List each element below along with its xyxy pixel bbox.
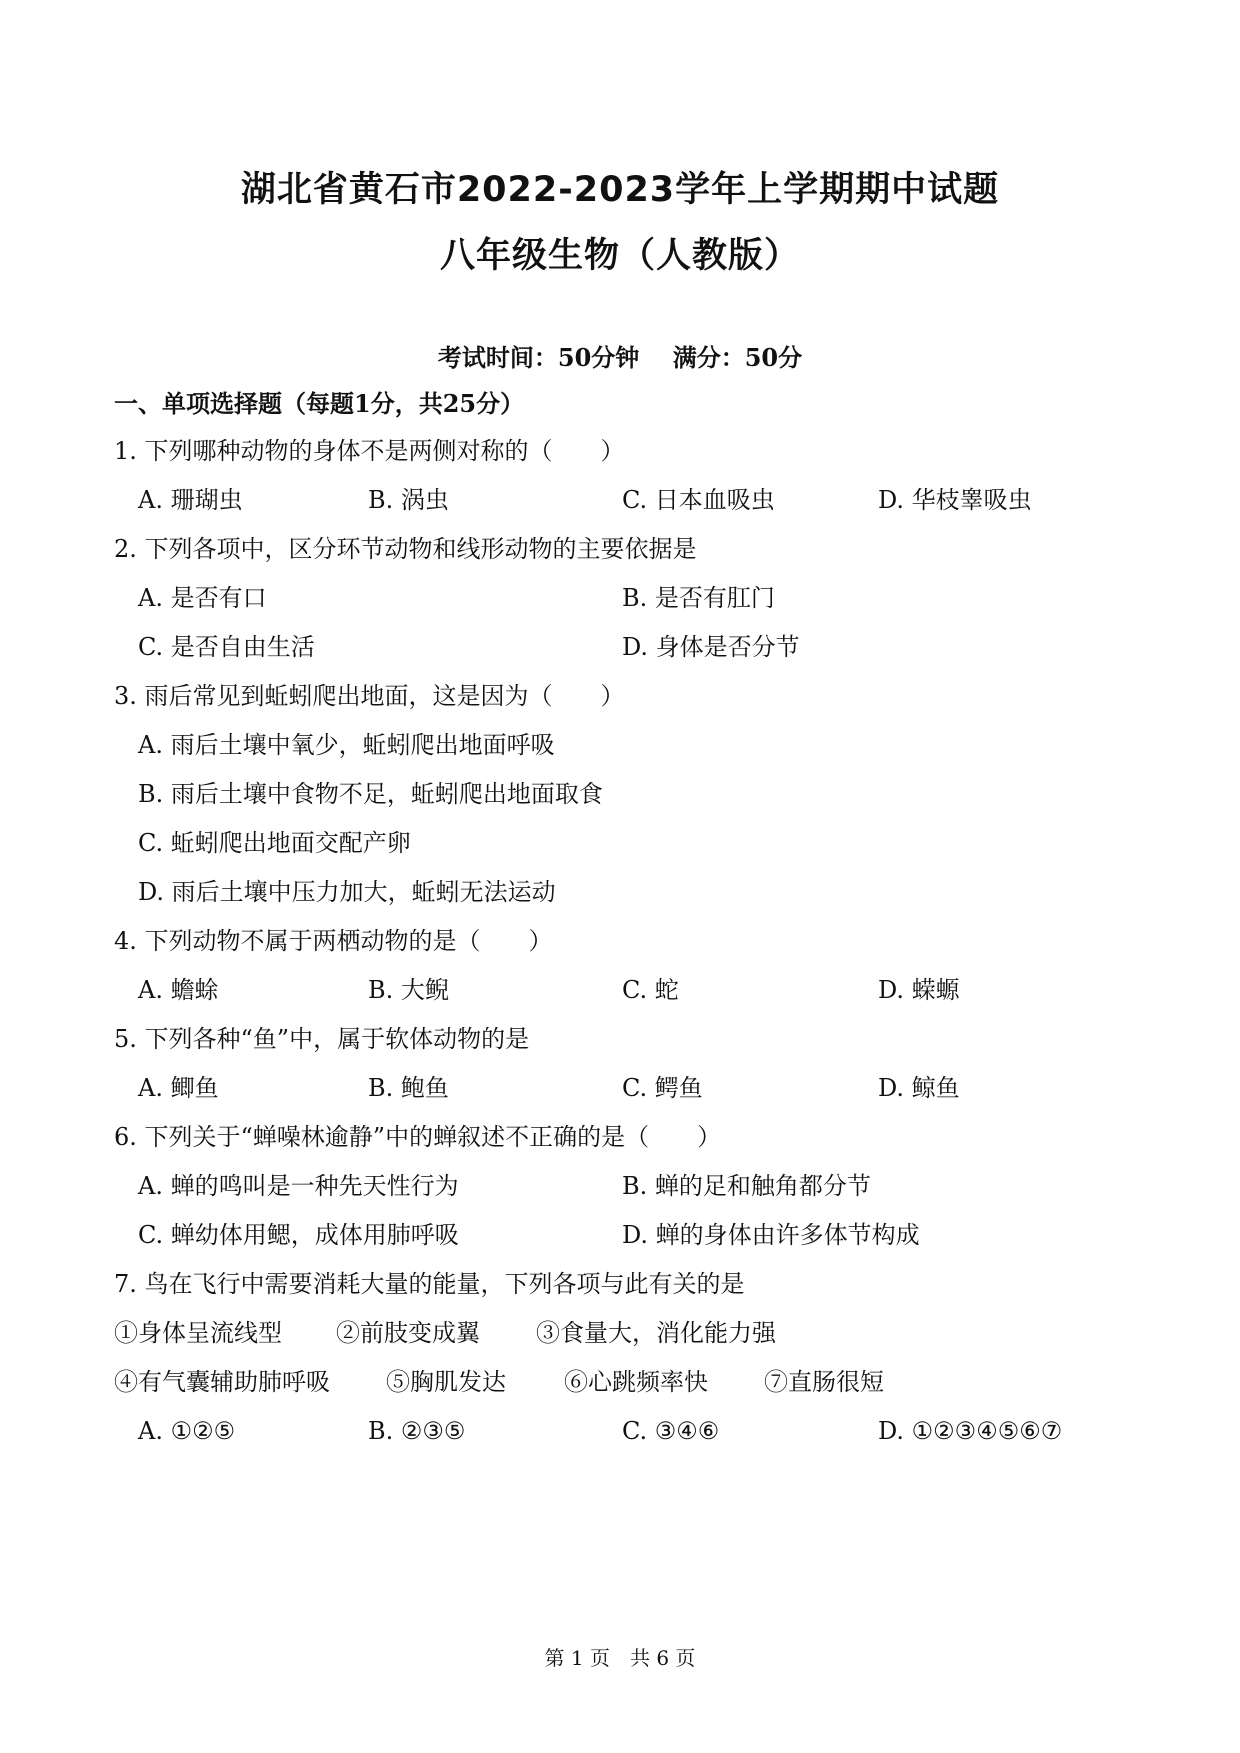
question-7-item-7: ⑦直肠很短 [764, 1368, 884, 1396]
exam-subtitle: 八年级生物（人教版） [439, 236, 800, 276]
exam-info: 考试时间：50分钟 满分：50分 [437, 343, 803, 372]
question-4-stem: 4. 下列动物不属于两栖动物的是（ ） [114, 927, 553, 955]
question-2-stem: 2. 下列各项中，区分环节动物和线形动物的主要依据是 [114, 535, 697, 563]
question-6-option-b: B. 蝉的足和触角都分节 [622, 1172, 871, 1200]
question-3-option-a: A. 雨后土壤中氧少，蚯蚓爬出地面呼吸 [138, 731, 555, 759]
question-1-option-a: A. 珊瑚虫 [138, 486, 243, 514]
question-5-option-a: A. 鲫鱼 [138, 1074, 219, 1102]
question-3-option-b: B. 雨后土壤中食物不足，蚯蚓爬出地面取食 [138, 780, 603, 808]
question-7-item-1: ①身体呈流线型 [114, 1319, 282, 1347]
question-4-option-b: B. 大鲵 [368, 976, 449, 1004]
question-5-option-d: D. 鲸鱼 [878, 1074, 960, 1102]
question-5-stem: 5. 下列各种“鱼”中，属于软体动物的是 [114, 1025, 530, 1053]
question-7-option-c: C. ③④⑥ [622, 1417, 720, 1445]
question-7-item-2: ②前肢变成翼 [336, 1319, 480, 1347]
question-6-option-c: C. 蝉幼体用鳃，成体用肺呼吸 [138, 1221, 459, 1249]
question-1-option-d: D. 华枝睾吸虫 [878, 486, 1032, 514]
question-7-item-4: ④有气囊辅助肺呼吸 [114, 1368, 330, 1396]
exam-title: 湖北省黄石市2022-2023学年上学期期中试题 [240, 170, 1000, 210]
question-2-option-d: D. 身体是否分节 [622, 633, 800, 661]
page-footer: 第 1 页 共 6 页 [544, 1646, 696, 1670]
section-title: 一、单项选择题（每题1分，共25分） [114, 389, 525, 418]
question-4-option-c: C. 蛇 [622, 976, 679, 1004]
question-7-item-3: ③食量大，消化能力强 [536, 1319, 776, 1347]
question-7-option-b: B. ②③⑤ [368, 1417, 466, 1445]
question-2-option-b: B. 是否有肛门 [622, 584, 775, 612]
question-5-option-c: C. 鳄鱼 [622, 1074, 703, 1102]
question-5-option-b: B. 鲍鱼 [368, 1074, 449, 1102]
question-6-option-d: D. 蝉的身体由许多体节构成 [622, 1221, 920, 1249]
question-4-option-a: A. 蟾蜍 [138, 976, 219, 1004]
question-1-option-c: C. 日本血吸虫 [622, 486, 775, 514]
question-7-stem: 7. 鸟在飞行中需要消耗大量的能量，下列各项与此有关的是 [114, 1270, 745, 1298]
question-7-option-a: A. ①②⑤ [138, 1417, 236, 1445]
question-2-option-a: A. 是否有口 [138, 584, 267, 612]
question-1-option-b: B. 涡虫 [368, 486, 449, 514]
question-6-stem: 6. 下列关于“蝉噪林逾静”中的蝉叙述不正确的是（ ） [114, 1123, 722, 1151]
question-6-option-a: A. 蝉的鸣叫是一种先天性行为 [138, 1172, 459, 1200]
question-4-option-d: D. 蝾螈 [878, 976, 960, 1004]
question-1-stem: 1. 下列哪种动物的身体不是两侧对称的（ ） [114, 437, 625, 465]
question-7-option-d: D. ①②③④⑤⑥⑦ [878, 1417, 1063, 1445]
question-3-option-c: C. 蚯蚓爬出地面交配产卵 [138, 829, 411, 857]
question-7-item-5: ⑤胸肌发达 [386, 1368, 506, 1396]
question-3-option-d: D. 雨后土壤中压力加大，蚯蚓无法运动 [138, 878, 556, 906]
question-3-stem: 3. 雨后常见到蚯蚓爬出地面，这是因为（ ） [114, 682, 625, 710]
question-2-option-c: C. 是否自由生活 [138, 633, 315, 661]
question-7-item-6: ⑥心跳频率快 [564, 1368, 708, 1396]
